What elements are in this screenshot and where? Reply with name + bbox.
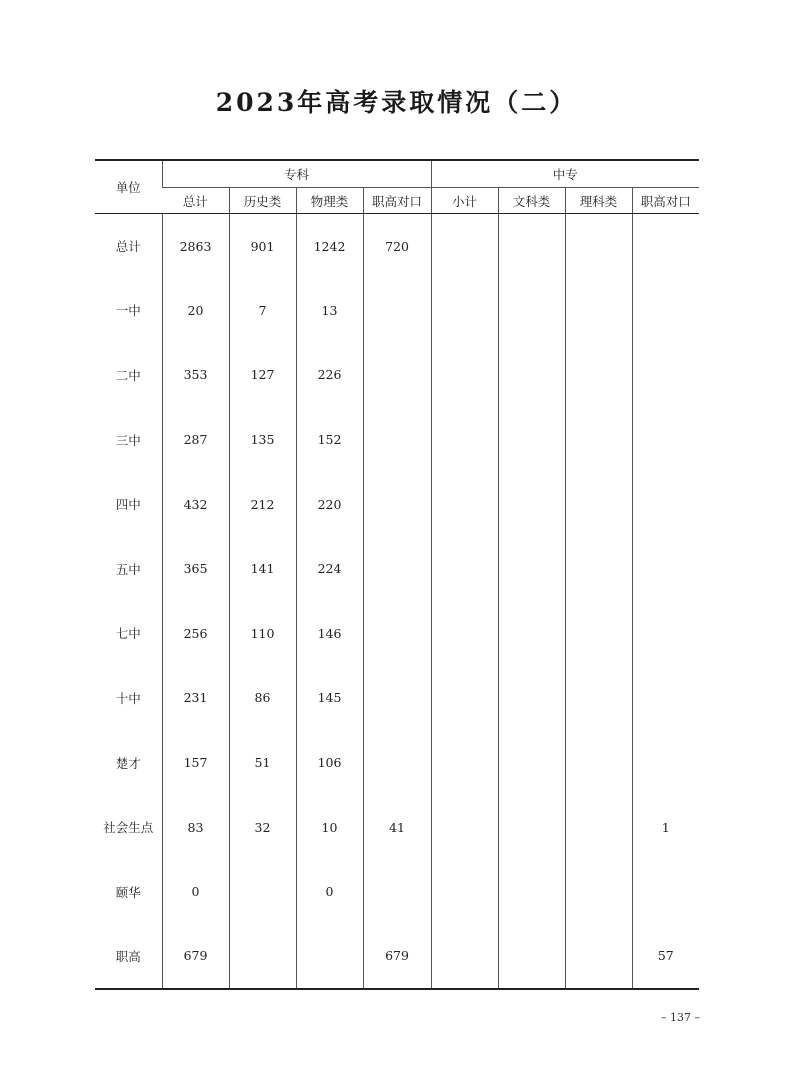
table-cell: 231 — [162, 666, 229, 731]
subheader-zk-history: 历史类 — [229, 188, 296, 214]
table-cell: 226 — [296, 343, 363, 408]
subheader-zk-total: 总计 — [162, 188, 229, 214]
table-cell — [363, 278, 431, 343]
row-unit-label: 楚才 — [115, 755, 141, 771]
table-cell — [632, 536, 699, 601]
table-cell: 10 — [296, 795, 363, 860]
table-cell — [431, 536, 498, 601]
table-cell — [498, 924, 565, 989]
row-unit-label: 三中 — [115, 432, 141, 448]
table-cell: 20 — [162, 278, 229, 343]
table-cell — [498, 730, 565, 795]
table-cell: 146 — [296, 601, 363, 666]
table-cell — [632, 666, 699, 731]
table-cell — [498, 601, 565, 666]
table-cell — [431, 343, 498, 408]
subheader-zz-liberal-arts: 文科类 — [498, 188, 565, 214]
subheader-zk-vocational: 职高对口 — [363, 188, 431, 214]
table-cell — [363, 730, 431, 795]
table-row — [95, 795, 699, 860]
table-cell: 1242 — [296, 214, 363, 279]
table-cell — [632, 407, 699, 472]
table-cell: 127 — [229, 343, 296, 408]
table-cell: 212 — [229, 472, 296, 537]
table-cell — [431, 278, 498, 343]
table-cell — [632, 730, 699, 795]
table-cell — [498, 536, 565, 601]
table-cell: 13 — [296, 278, 363, 343]
table-cell — [498, 472, 565, 537]
page-number: – 137 – — [661, 1011, 700, 1024]
table-cell — [229, 924, 296, 989]
row-unit-label: 五中 — [115, 561, 141, 577]
row-unit-label: 一中 — [115, 303, 141, 319]
table-cell — [632, 278, 699, 343]
table-cell — [632, 472, 699, 537]
table-row — [95, 343, 699, 408]
table-cell — [363, 343, 431, 408]
table-cell: 353 — [162, 343, 229, 408]
table-cell: 720 — [363, 214, 431, 279]
unit-header: 单位 — [95, 160, 162, 214]
table-cell — [363, 859, 431, 924]
table-cell — [565, 924, 632, 989]
table-cell: 106 — [296, 730, 363, 795]
row-unit-label: 总计 — [115, 239, 141, 255]
table-cell — [632, 214, 699, 279]
table-cell — [498, 214, 565, 279]
row-unit-label: 社会生点 — [103, 820, 154, 836]
table-row — [95, 730, 699, 795]
table-cell — [498, 795, 565, 860]
table-cell: 51 — [229, 730, 296, 795]
table-cell: 141 — [229, 536, 296, 601]
row-unit-label: 十中 — [115, 690, 141, 706]
table-cell: 86 — [229, 666, 296, 731]
table-cell: 157 — [162, 730, 229, 795]
table-cell: 41 — [363, 795, 431, 860]
table-cell — [498, 407, 565, 472]
table-cell — [498, 278, 565, 343]
table-cell: 135 — [229, 407, 296, 472]
subheader-zz-science: 理科类 — [565, 188, 632, 214]
table-cell: 679 — [162, 924, 229, 989]
table-row — [95, 536, 699, 601]
table-body — [95, 214, 699, 989]
table-cell — [431, 859, 498, 924]
table-cell — [431, 472, 498, 537]
table-row — [95, 859, 699, 924]
table-cell — [431, 666, 498, 731]
table-cell: 287 — [162, 407, 229, 472]
table-cell — [565, 730, 632, 795]
table-cell — [632, 859, 699, 924]
page-title: 2023年高考录取情况（二） — [215, 88, 578, 117]
table-cell: 7 — [229, 278, 296, 343]
table-cell: 57 — [632, 924, 699, 989]
table-cell — [632, 601, 699, 666]
table-cell: 0 — [162, 859, 229, 924]
table-cell: 83 — [162, 795, 229, 860]
row-unit-label: 职高 — [95, 924, 162, 989]
table-cell: 1 — [632, 795, 699, 860]
row-unit-label: 七中 — [115, 626, 141, 642]
table-cell — [363, 536, 431, 601]
table-cell — [363, 601, 431, 666]
table-row — [95, 924, 699, 989]
table-cell: 2863 — [162, 214, 229, 279]
table-row — [95, 278, 699, 343]
table-cell — [363, 472, 431, 537]
table-cell — [498, 859, 565, 924]
row-unit-label: 颐华 — [115, 884, 141, 900]
row-unit-label: 四中 — [115, 497, 141, 513]
table-cell: 0 — [296, 859, 363, 924]
table-cell: 432 — [162, 472, 229, 537]
table-row — [95, 407, 699, 472]
table-cell — [431, 730, 498, 795]
table-cell — [498, 666, 565, 731]
table-cell — [363, 407, 431, 472]
table-cell — [296, 924, 363, 989]
table-cell: 152 — [296, 407, 363, 472]
subheader-zk-physics: 物理类 — [296, 188, 363, 214]
table-cell — [229, 859, 296, 924]
table-cell: 224 — [296, 536, 363, 601]
table-cell: 679 — [363, 924, 431, 989]
table-cell — [565, 214, 632, 279]
table-row — [95, 214, 699, 279]
table-cell — [565, 278, 632, 343]
table-cell: 220 — [296, 472, 363, 537]
table-cell: 110 — [229, 601, 296, 666]
table-cell: 32 — [229, 795, 296, 860]
table-cell — [431, 924, 498, 989]
table-cell — [431, 601, 498, 666]
table-cell — [498, 343, 565, 408]
table-cell: 901 — [229, 214, 296, 279]
subheader-zz-subtotal: 小计 — [431, 188, 498, 214]
table-cell — [431, 795, 498, 860]
table-cell — [565, 472, 632, 537]
table-cell — [565, 601, 632, 666]
group-header-zhuanke: 专科 — [162, 160, 431, 188]
row-unit-label: 二中 — [115, 367, 141, 383]
table-cell — [363, 666, 431, 731]
table-cell — [431, 407, 498, 472]
table-row — [95, 666, 699, 731]
table-cell: 145 — [296, 666, 363, 731]
subheader-zz-vocational: 职高对口 — [632, 188, 699, 214]
table-cell — [565, 859, 632, 924]
table-cell — [565, 666, 632, 731]
table-cell — [565, 343, 632, 408]
admission-table — [95, 159, 699, 990]
table-cell — [565, 407, 632, 472]
table-cell — [632, 343, 699, 408]
group-header-zhongzhuan: 中专 — [431, 160, 699, 188]
table-cell — [565, 536, 632, 601]
table-cell — [565, 795, 632, 860]
table-row — [95, 472, 699, 537]
table-row — [95, 601, 699, 666]
table-cell: 365 — [162, 536, 229, 601]
table-cell: 256 — [162, 601, 229, 666]
table-cell — [431, 214, 498, 279]
